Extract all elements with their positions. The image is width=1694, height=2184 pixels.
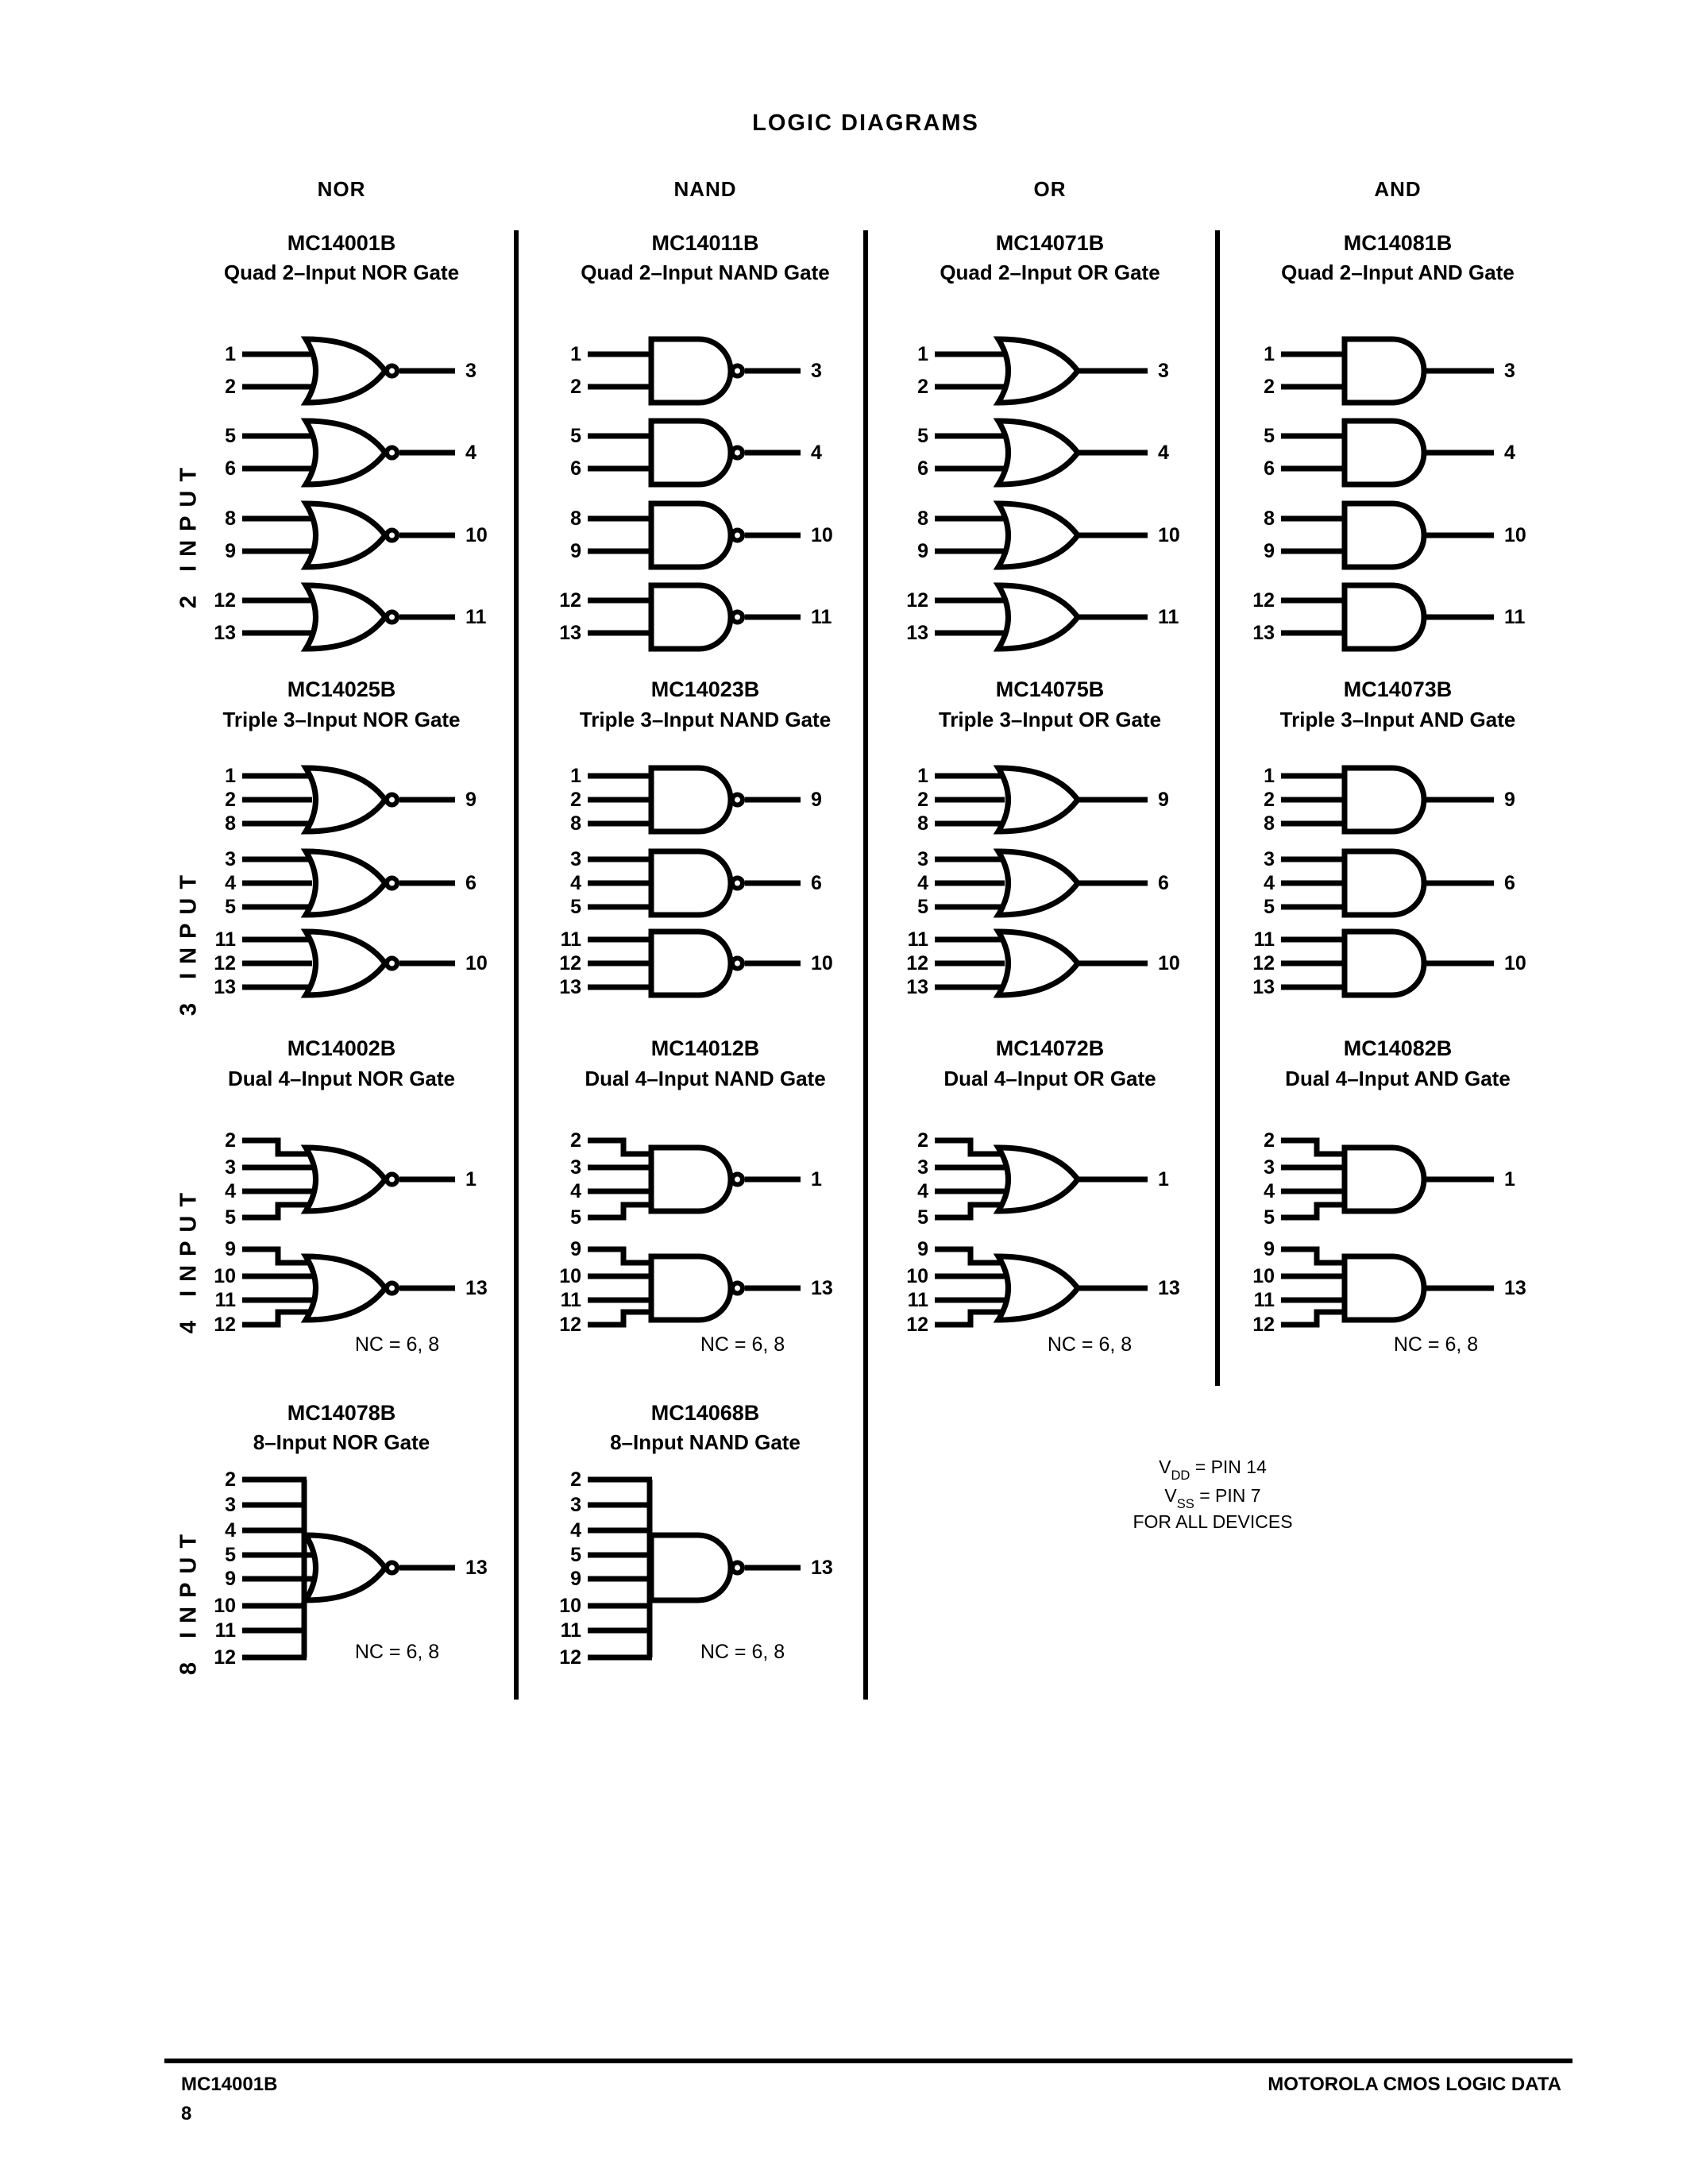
input-pin-label: 12 xyxy=(214,952,236,974)
output-pin-label: 1 xyxy=(1504,1168,1515,1190)
input-pin-label: 4 xyxy=(1264,1180,1275,1202)
input-pin-label: 12 xyxy=(214,589,236,612)
input-pin-label: 5 xyxy=(225,425,236,447)
vdd-subscript: DD xyxy=(1171,1467,1190,1483)
output-pin-label: 11 xyxy=(465,606,487,628)
input-pin-label: 12 xyxy=(906,1314,928,1336)
input-pin-label: 1 xyxy=(225,765,236,787)
input-pin-label: 4 xyxy=(570,1180,581,1202)
input-pin-label: 12 xyxy=(214,1314,236,1336)
input-pin-label: 3 xyxy=(1264,1156,1275,1179)
input-pin-label: 9 xyxy=(917,540,928,562)
nc-pins-note: NC = 6, 8 xyxy=(700,1641,785,1663)
input-pin-label: 2 xyxy=(570,789,581,811)
device-subtitle: Dual 4–Input OR Gate xyxy=(943,1067,1156,1090)
input-pin-label: 13 xyxy=(1252,976,1275,998)
column-header: NOR xyxy=(317,177,366,201)
input-pin-label: 13 xyxy=(214,622,236,644)
input-pin-label: 12 xyxy=(1252,589,1275,612)
device-subtitle: Triple 3–Input NOR Gate xyxy=(222,708,461,731)
input-pin-label: 9 xyxy=(917,1238,928,1260)
output-pin-label: 6 xyxy=(1504,872,1515,894)
input-pin-label: 2 xyxy=(1264,1129,1275,1152)
input-pin-label: 4 xyxy=(917,1180,928,1202)
device-part-number: MC14075B xyxy=(995,677,1105,701)
input-pin-label: 1 xyxy=(570,343,581,365)
vss-pin-note xyxy=(1014,1484,1411,1511)
input-pin-label: 12 xyxy=(214,1646,236,1669)
input-pin-label: 5 xyxy=(917,425,928,447)
output-pin-label: 6 xyxy=(1158,872,1169,894)
input-pin-label: 2 xyxy=(917,376,928,398)
device-subtitle: Dual 4–Input NOR Gate xyxy=(227,1067,456,1090)
output-pin-label: 10 xyxy=(1158,524,1180,546)
device-subtitle: Triple 3–Input AND Gate xyxy=(1279,708,1516,731)
input-pin-label: 5 xyxy=(1264,425,1275,447)
input-pin-label: 12 xyxy=(1252,952,1275,974)
input-pin-label: 8 xyxy=(225,507,236,530)
nc-pins-note: NC = 6, 8 xyxy=(700,1333,785,1356)
input-pin-label: 13 xyxy=(1252,622,1275,644)
input-pin-label: 12 xyxy=(906,589,928,612)
output-pin-label: 13 xyxy=(811,1557,833,1579)
output-pin-label: 1 xyxy=(811,1168,822,1190)
output-pin-label: 3 xyxy=(465,360,477,382)
input-pin-label: 10 xyxy=(1252,1265,1275,1287)
input-pin-label: 3 xyxy=(570,1494,581,1516)
input-count-side-label: 4 INPUT xyxy=(176,1183,202,1334)
input-pin-label: 11 xyxy=(560,1619,581,1642)
input-pin-label: 5 xyxy=(917,1206,928,1229)
input-pin-label: 10 xyxy=(906,1265,928,1287)
device-subtitle: Quad 2–Input NOR Gate xyxy=(223,260,460,284)
device-subtitle: Quad 2–Input NAND Gate xyxy=(581,260,830,284)
input-pin-label: 4 xyxy=(570,1519,581,1542)
footer-book-title: MOTOROLA CMOS LOGIC DATA xyxy=(1268,2074,1561,2095)
output-pin-label: 3 xyxy=(1158,360,1169,382)
output-pin-label: 11 xyxy=(811,606,832,628)
device-part-number: MC14001B xyxy=(287,231,396,255)
input-pin-label: 13 xyxy=(214,976,236,998)
output-pin-label: 13 xyxy=(1158,1277,1180,1299)
input-pin-label: 9 xyxy=(225,1568,236,1590)
input-pin-label: 12 xyxy=(559,1314,581,1336)
output-pin-label: 13 xyxy=(1504,1277,1526,1299)
input-pin-label: 12 xyxy=(559,952,581,974)
column-header: OR xyxy=(1033,177,1067,201)
input-pin-label: 5 xyxy=(1264,1206,1275,1229)
input-pin-label: 11 xyxy=(907,928,928,951)
input-pin-label: 12 xyxy=(559,589,581,612)
device-part-number: MC14023B xyxy=(650,677,760,701)
output-pin-label: 4 xyxy=(811,442,822,464)
output-pin-label: 10 xyxy=(811,524,833,546)
input-pin-label: 2 xyxy=(225,1468,236,1491)
device-subtitle: Triple 3–Input NAND Gate xyxy=(579,708,832,731)
device-part-number: MC14012B xyxy=(650,1036,760,1060)
input-pin-label: 3 xyxy=(225,1156,236,1179)
input-pin-label: 3 xyxy=(917,848,928,870)
input-pin-label: 2 xyxy=(570,376,581,398)
input-pin-label: 5 xyxy=(225,1206,236,1229)
device-part-number: MC14073B xyxy=(1343,677,1453,701)
input-pin-label: 1 xyxy=(1264,343,1275,365)
input-pin-label: 1 xyxy=(570,765,581,787)
input-pin-label: 2 xyxy=(225,376,236,398)
vss-pin-value: = PIN 7 xyxy=(1194,1485,1261,1506)
output-pin-label: 4 xyxy=(465,442,477,464)
all-devices-note: FOR ALL DEVICES xyxy=(1133,1511,1293,1532)
vss-subscript: SS xyxy=(1176,1495,1194,1511)
input-pin-label: 1 xyxy=(917,343,928,365)
device-part-number: MC14072B xyxy=(995,1036,1105,1060)
device-part-number: MC14082B xyxy=(1343,1036,1453,1060)
device-part-number: MC14078B xyxy=(287,1401,396,1425)
input-pin-label: 8 xyxy=(917,507,928,530)
input-pin-label: 11 xyxy=(214,928,236,951)
output-pin-label: 9 xyxy=(465,789,477,811)
input-pin-label: 11 xyxy=(560,1289,581,1311)
input-count-side-label: 2 INPUT xyxy=(176,458,202,609)
input-pin-label: 2 xyxy=(570,1468,581,1491)
output-pin-label: 10 xyxy=(465,952,488,974)
input-pin-label: 11 xyxy=(907,1289,928,1311)
output-pin-label: 10 xyxy=(811,952,833,974)
input-pin-label: 3 xyxy=(1264,848,1275,870)
input-pin-label: 13 xyxy=(906,976,928,998)
input-pin-label: 9 xyxy=(1264,1238,1275,1260)
output-pin-label: 6 xyxy=(465,872,477,894)
input-pin-label: 10 xyxy=(559,1265,581,1287)
input-pin-label: 5 xyxy=(1264,896,1275,918)
input-pin-label: 11 xyxy=(1253,1289,1275,1311)
input-pin-label: 1 xyxy=(225,343,236,365)
output-pin-label: 6 xyxy=(811,872,822,894)
nc-pins-note: NC = 6, 8 xyxy=(354,1641,440,1663)
vdd-symbol: V xyxy=(1159,1457,1171,1477)
input-pin-label: 11 xyxy=(560,928,581,951)
device-subtitle: Triple 3–Input OR Gate xyxy=(938,708,1162,731)
column-header: NAND xyxy=(673,177,737,201)
nc-pins-note: NC = 6, 8 xyxy=(1393,1333,1479,1356)
input-pin-label: 5 xyxy=(570,425,581,447)
input-pin-label: 13 xyxy=(559,622,581,644)
input-pin-label: 2 xyxy=(917,789,928,811)
device-subtitle: Dual 4–Input AND Gate xyxy=(1285,1067,1511,1090)
output-pin-label: 10 xyxy=(1158,952,1180,974)
input-pin-label: 3 xyxy=(225,1494,236,1516)
input-pin-label: 12 xyxy=(559,1646,581,1669)
device-subtitle: 8–Input NOR Gate xyxy=(253,1430,430,1454)
nc-pins-note: NC = 6, 8 xyxy=(354,1333,440,1356)
input-pin-label: 2 xyxy=(225,789,236,811)
output-pin-label: 1 xyxy=(465,1168,477,1190)
input-pin-label: 5 xyxy=(570,1544,581,1566)
output-pin-label: 4 xyxy=(1504,442,1515,464)
input-pin-label: 6 xyxy=(570,457,581,480)
footer-part-number: MC14001B xyxy=(181,2074,278,2095)
output-pin-label: 4 xyxy=(1158,442,1169,464)
input-pin-label: 4 xyxy=(225,872,236,894)
input-pin-label: 4 xyxy=(570,872,581,894)
input-pin-label: 5 xyxy=(917,896,928,918)
input-pin-label: 10 xyxy=(559,1595,581,1617)
input-pin-label: 1 xyxy=(917,765,928,787)
input-pin-label: 3 xyxy=(225,848,236,870)
input-pin-label: 9 xyxy=(225,540,236,562)
output-pin-label: 10 xyxy=(1504,952,1526,974)
input-pin-label: 5 xyxy=(225,1544,236,1566)
vdd-pin-note xyxy=(1014,1455,1411,1483)
output-pin-label: 9 xyxy=(811,789,822,811)
input-pin-label: 2 xyxy=(1264,789,1275,811)
device-part-number: MC14071B xyxy=(995,231,1105,255)
output-pin-label: 13 xyxy=(465,1557,488,1579)
device-subtitle: Dual 4–Input NAND Gate xyxy=(585,1067,826,1090)
input-pin-label: 10 xyxy=(214,1265,236,1287)
device-part-number: MC14025B xyxy=(287,677,396,701)
input-pin-label: 3 xyxy=(570,1156,581,1179)
vss-symbol: V xyxy=(1164,1485,1177,1506)
device-part-number: MC14011B xyxy=(651,231,759,255)
device-subtitle: Quad 2–Input AND Gate xyxy=(1281,260,1515,284)
vdd-pin-value: = PIN 14 xyxy=(1190,1457,1267,1477)
input-pin-label: 2 xyxy=(1264,376,1275,398)
input-pin-label: 9 xyxy=(570,540,581,562)
input-pin-label: 5 xyxy=(570,896,581,918)
input-pin-label: 11 xyxy=(214,1289,236,1311)
nc-pins-note: NC = 6, 8 xyxy=(1047,1333,1133,1356)
input-pin-label: 4 xyxy=(1264,872,1275,894)
input-count-side-label: 3 INPUT xyxy=(176,866,202,1017)
input-pin-label: 1 xyxy=(1264,765,1275,787)
input-pin-label: 5 xyxy=(570,1206,581,1229)
device-part-number: MC14068B xyxy=(650,1401,760,1425)
column-header: AND xyxy=(1374,177,1422,201)
input-pin-label: 8 xyxy=(917,812,928,835)
output-pin-label: 11 xyxy=(1158,606,1179,628)
device-part-number: MC14002B xyxy=(287,1036,396,1060)
output-pin-label: 9 xyxy=(1158,789,1169,811)
output-pin-label: 9 xyxy=(1504,789,1515,811)
input-pin-label: 11 xyxy=(1253,928,1275,951)
output-pin-label: 3 xyxy=(1504,360,1515,382)
input-pin-label: 9 xyxy=(1264,540,1275,562)
input-pin-label: 6 xyxy=(225,457,236,480)
input-pin-label: 13 xyxy=(906,622,928,644)
input-pin-label: 8 xyxy=(570,812,581,835)
page-title: LOGIC DIAGRAMS xyxy=(752,110,979,136)
input-pin-label: 6 xyxy=(917,457,928,480)
output-pin-label: 13 xyxy=(811,1277,833,1299)
input-pin-label: 8 xyxy=(1264,812,1275,835)
input-pin-label: 11 xyxy=(214,1619,236,1642)
input-pin-label: 3 xyxy=(917,1156,928,1179)
output-pin-label: 10 xyxy=(465,524,488,546)
input-pin-label: 9 xyxy=(570,1238,581,1260)
input-pin-label: 12 xyxy=(1252,1314,1275,1336)
input-pin-label: 8 xyxy=(225,812,236,835)
input-pin-label: 5 xyxy=(225,896,236,918)
device-subtitle: 8–Input NAND Gate xyxy=(610,1430,801,1454)
input-pin-label: 2 xyxy=(917,1129,928,1152)
device-part-number: MC14081B xyxy=(1343,231,1453,255)
input-pin-label: 2 xyxy=(225,1129,236,1152)
input-pin-label: 9 xyxy=(570,1568,581,1590)
input-pin-label: 3 xyxy=(570,848,581,870)
input-pin-label: 13 xyxy=(559,976,581,998)
input-pin-label: 12 xyxy=(906,952,928,974)
input-pin-label: 4 xyxy=(225,1180,236,1202)
input-pin-label: 2 xyxy=(570,1129,581,1152)
output-pin-label: 13 xyxy=(465,1277,488,1299)
input-pin-label: 9 xyxy=(225,1238,236,1260)
input-pin-label: 6 xyxy=(1264,457,1275,480)
input-count-side-label: 8 INPUT xyxy=(176,1525,202,1676)
output-pin-label: 3 xyxy=(811,360,822,382)
footer-page-number: 8 xyxy=(181,2103,192,2124)
input-pin-label: 10 xyxy=(214,1595,236,1617)
output-pin-label: 11 xyxy=(1504,606,1526,628)
output-pin-label: 10 xyxy=(1504,524,1526,546)
input-pin-label: 4 xyxy=(225,1519,236,1542)
device-subtitle: Quad 2–Input OR Gate xyxy=(940,260,1160,284)
output-pin-label: 1 xyxy=(1158,1168,1169,1190)
input-pin-label: 4 xyxy=(917,872,928,894)
input-pin-label: 8 xyxy=(570,507,581,530)
input-pin-label: 8 xyxy=(1264,507,1275,530)
